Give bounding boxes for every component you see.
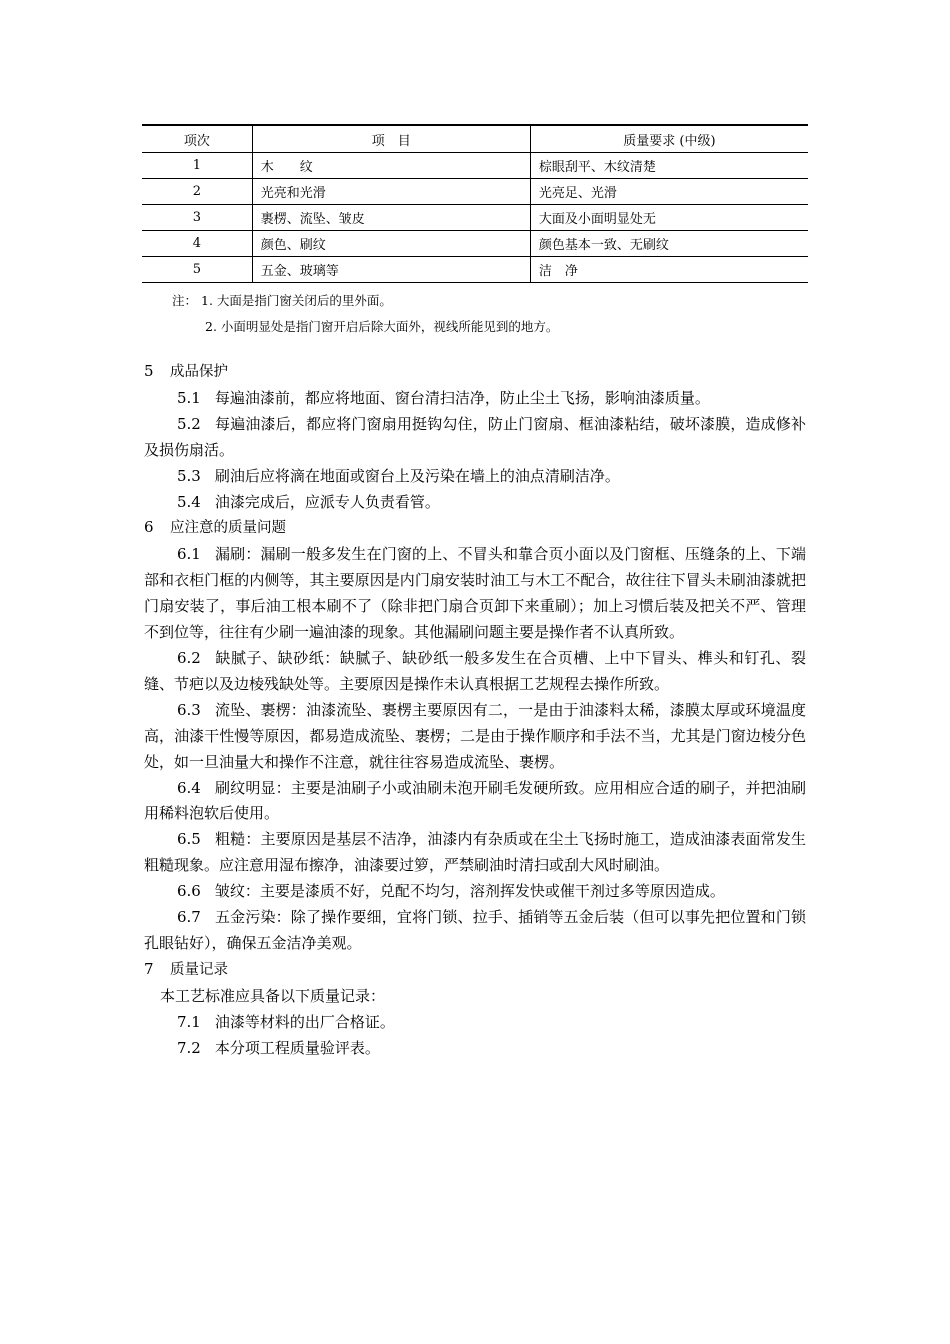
- paragraph-text: 皱纹：主要是漆质不好，兑配不均匀，溶剂挥发快或催干剂过多等原因造成。: [214, 882, 725, 901]
- section-title: 质量记录: [170, 961, 228, 978]
- paragraph: [144, 905, 806, 957]
- paragraph: [144, 1010, 806, 1036]
- table-cell-index: 5: [142, 257, 252, 283]
- paragraph-text: 油漆等材料的出厂合格证。: [214, 1012, 395, 1031]
- note-item: [172, 288, 558, 314]
- section-heading: [144, 359, 806, 386]
- paragraph-number: 7.2: [177, 1038, 201, 1057]
- paragraph-text: 刷油后应将滴在地面或窗台上及污染在墙上的油点清刷洁净。: [214, 466, 620, 485]
- paragraph-number: 6.7: [177, 908, 201, 927]
- table-cell-item: 光亮和光滑: [252, 179, 530, 205]
- table-notes: [172, 288, 558, 340]
- paragraph: [144, 646, 806, 698]
- paragraph-number: 6.3: [177, 700, 201, 719]
- paragraph-number: 5.4: [177, 492, 201, 511]
- paragraph-number: 5.1: [177, 388, 201, 407]
- section-title: 成品保护: [170, 364, 228, 380]
- paragraph: [144, 698, 806, 776]
- paragraph: [144, 386, 806, 412]
- paragraph-number: 6.2: [177, 648, 201, 667]
- note-item: [172, 314, 558, 340]
- table-cell-index: 3: [142, 205, 252, 231]
- section-heading: [144, 515, 806, 542]
- paragraph-text: 每遍油漆后，都应将门窗扇用挺钩勾住，防止门窗扇、框油漆粘结，破坏漆膜，造成修补及损伤扇活。: [144, 414, 806, 459]
- note-text: 小面明显处是指门窗开启后除大面外，视线所能见到的地方。: [220, 319, 559, 334]
- table-row: [142, 179, 808, 205]
- note-prefix: 注：: [172, 293, 198, 308]
- section-number: 7: [144, 959, 154, 978]
- paragraph-number: 5.2: [177, 414, 201, 433]
- paragraph-text: 每遍油漆前，都应将地面、窗台清扫洁净，防止尘土飞扬，影响油漆质量。: [214, 388, 710, 407]
- table-cell-requirement: 大面及小面明显处无: [530, 205, 808, 231]
- section-heading: [144, 957, 806, 984]
- paragraph-text: 本分项工程质量验评表。: [214, 1038, 380, 1057]
- note-number: 2.: [205, 319, 217, 334]
- paragraph: [144, 776, 806, 828]
- table-row: [142, 205, 808, 231]
- table-row: [142, 257, 808, 283]
- table-cell-requirement: 光亮足、光滑: [530, 179, 808, 205]
- table-cell-item: 颜色、刷纹: [252, 231, 530, 257]
- paragraph: [144, 542, 806, 646]
- paragraph: [144, 490, 806, 516]
- paragraph-number: 7.1: [177, 1012, 201, 1031]
- paragraph-number: 6.1: [177, 545, 201, 564]
- table-cell-item: 裹楞、流坠、皱皮: [252, 205, 530, 231]
- table-cell-requirement: 棕眼刮平、木纹清楚: [530, 153, 808, 179]
- paragraph-text: 漏刷：漏刷一般多发生在门窗的上、不冒头和靠合页小面以及门窗框、压缝条的上、下端部和衣柜门框的内侧等，其主要原因是内门扇安装时油工与木工不配合，故往往下冒头未刷油漆就把门扇安装了，事后油工根本刷不了（除非把门扇合页卸下来重刷）；加上习惯后装及把关不严、管理不到位等，往往有少刷一遍油漆的现象。其他漏刷问题主要是操作者不认真所致。: [144, 545, 806, 642]
- column-header-item: 项 目: [252, 125, 530, 153]
- section-intro: 本工艺标准应具备以下质量记录：: [160, 986, 386, 1005]
- table-cell-requirement: 洁 净: [530, 257, 808, 283]
- table-cell-index: 1: [142, 153, 252, 179]
- note-text: 大面是指门窗关闭后的里外面。: [216, 293, 392, 308]
- table-cell-index: 2: [142, 179, 252, 205]
- paragraph-number: 5.3: [177, 466, 201, 485]
- section-number: 5: [144, 362, 154, 380]
- paragraph-text: 流坠、裹楞：油漆流坠、裹楞主要原因有二，一是由于油漆料太稀，漆膜太厚或环境温度高，油漆干性慢等原因，都易造成流坠、裹楞；二是由于操作顺序和手法不当，尤其是门窗边棱分色处，如一旦油量大和操作不注意，就往往容易造成流坠、裹楞。: [144, 700, 806, 771]
- document-body: [144, 359, 806, 1061]
- paragraph-text: 缺腻子、缺砂纸：缺腻子、缺砂纸一般多发生在合页槽、上中下冒头、榫头和钉孔、裂缝、节疤以及边棱残缺处等。主要原因是操作未认真根据工艺规程去操作所致。: [144, 648, 806, 693]
- paragraph: [144, 879, 806, 905]
- table-row: [142, 153, 808, 179]
- column-header-index: 项次: [142, 125, 252, 153]
- table-cell-requirement: 颜色基本一致、无刷纹: [530, 231, 808, 257]
- paragraph-text: 刷纹明显：主要是油刷子小或油刷未泡开刷毛发硬所致。应用相应合适的刷子，并把油刷用稀料泡软后使用。: [144, 778, 806, 823]
- table-header-row: [142, 125, 808, 153]
- column-header-requirement: 质量要求 (中级): [530, 125, 808, 153]
- paragraph: [144, 464, 806, 490]
- paragraph-number: 6.5: [177, 830, 201, 849]
- paragraph: [144, 412, 806, 464]
- table-cell-index: 4: [142, 231, 252, 257]
- paragraph-text: 五金污染：除了操作要细，宜将门锁、拉手、插销等五金后装（但可以事先把位置和门锁孔眼钻好），确保五金洁净美观。: [144, 908, 806, 952]
- table-row: [142, 231, 808, 257]
- quality-table: [142, 124, 808, 283]
- note-number: 1.: [201, 293, 213, 308]
- paragraph: [144, 827, 806, 879]
- table-cell-item: 木 纹: [252, 153, 530, 179]
- section-number: 6: [144, 518, 154, 537]
- paragraph-number: 6.6: [177, 882, 201, 901]
- paragraph: [144, 1036, 806, 1062]
- section-title: 应注意的质量问题: [170, 520, 286, 537]
- paragraph-number: 6.4: [177, 778, 201, 797]
- paragraph-text: 油漆完成后，应派专人负责看管。: [214, 492, 440, 511]
- table-cell-item: 五金、玻璃等: [252, 257, 530, 283]
- paragraph-text: 粗糙：主要原因是基层不洁净，油漆内有杂质或在尘土飞扬时施工，造成油漆表面常发生粗糙现象。应注意用湿布擦净，油漆要过箩，严禁刷油时清扫或刮大风时刷油。: [144, 830, 806, 875]
